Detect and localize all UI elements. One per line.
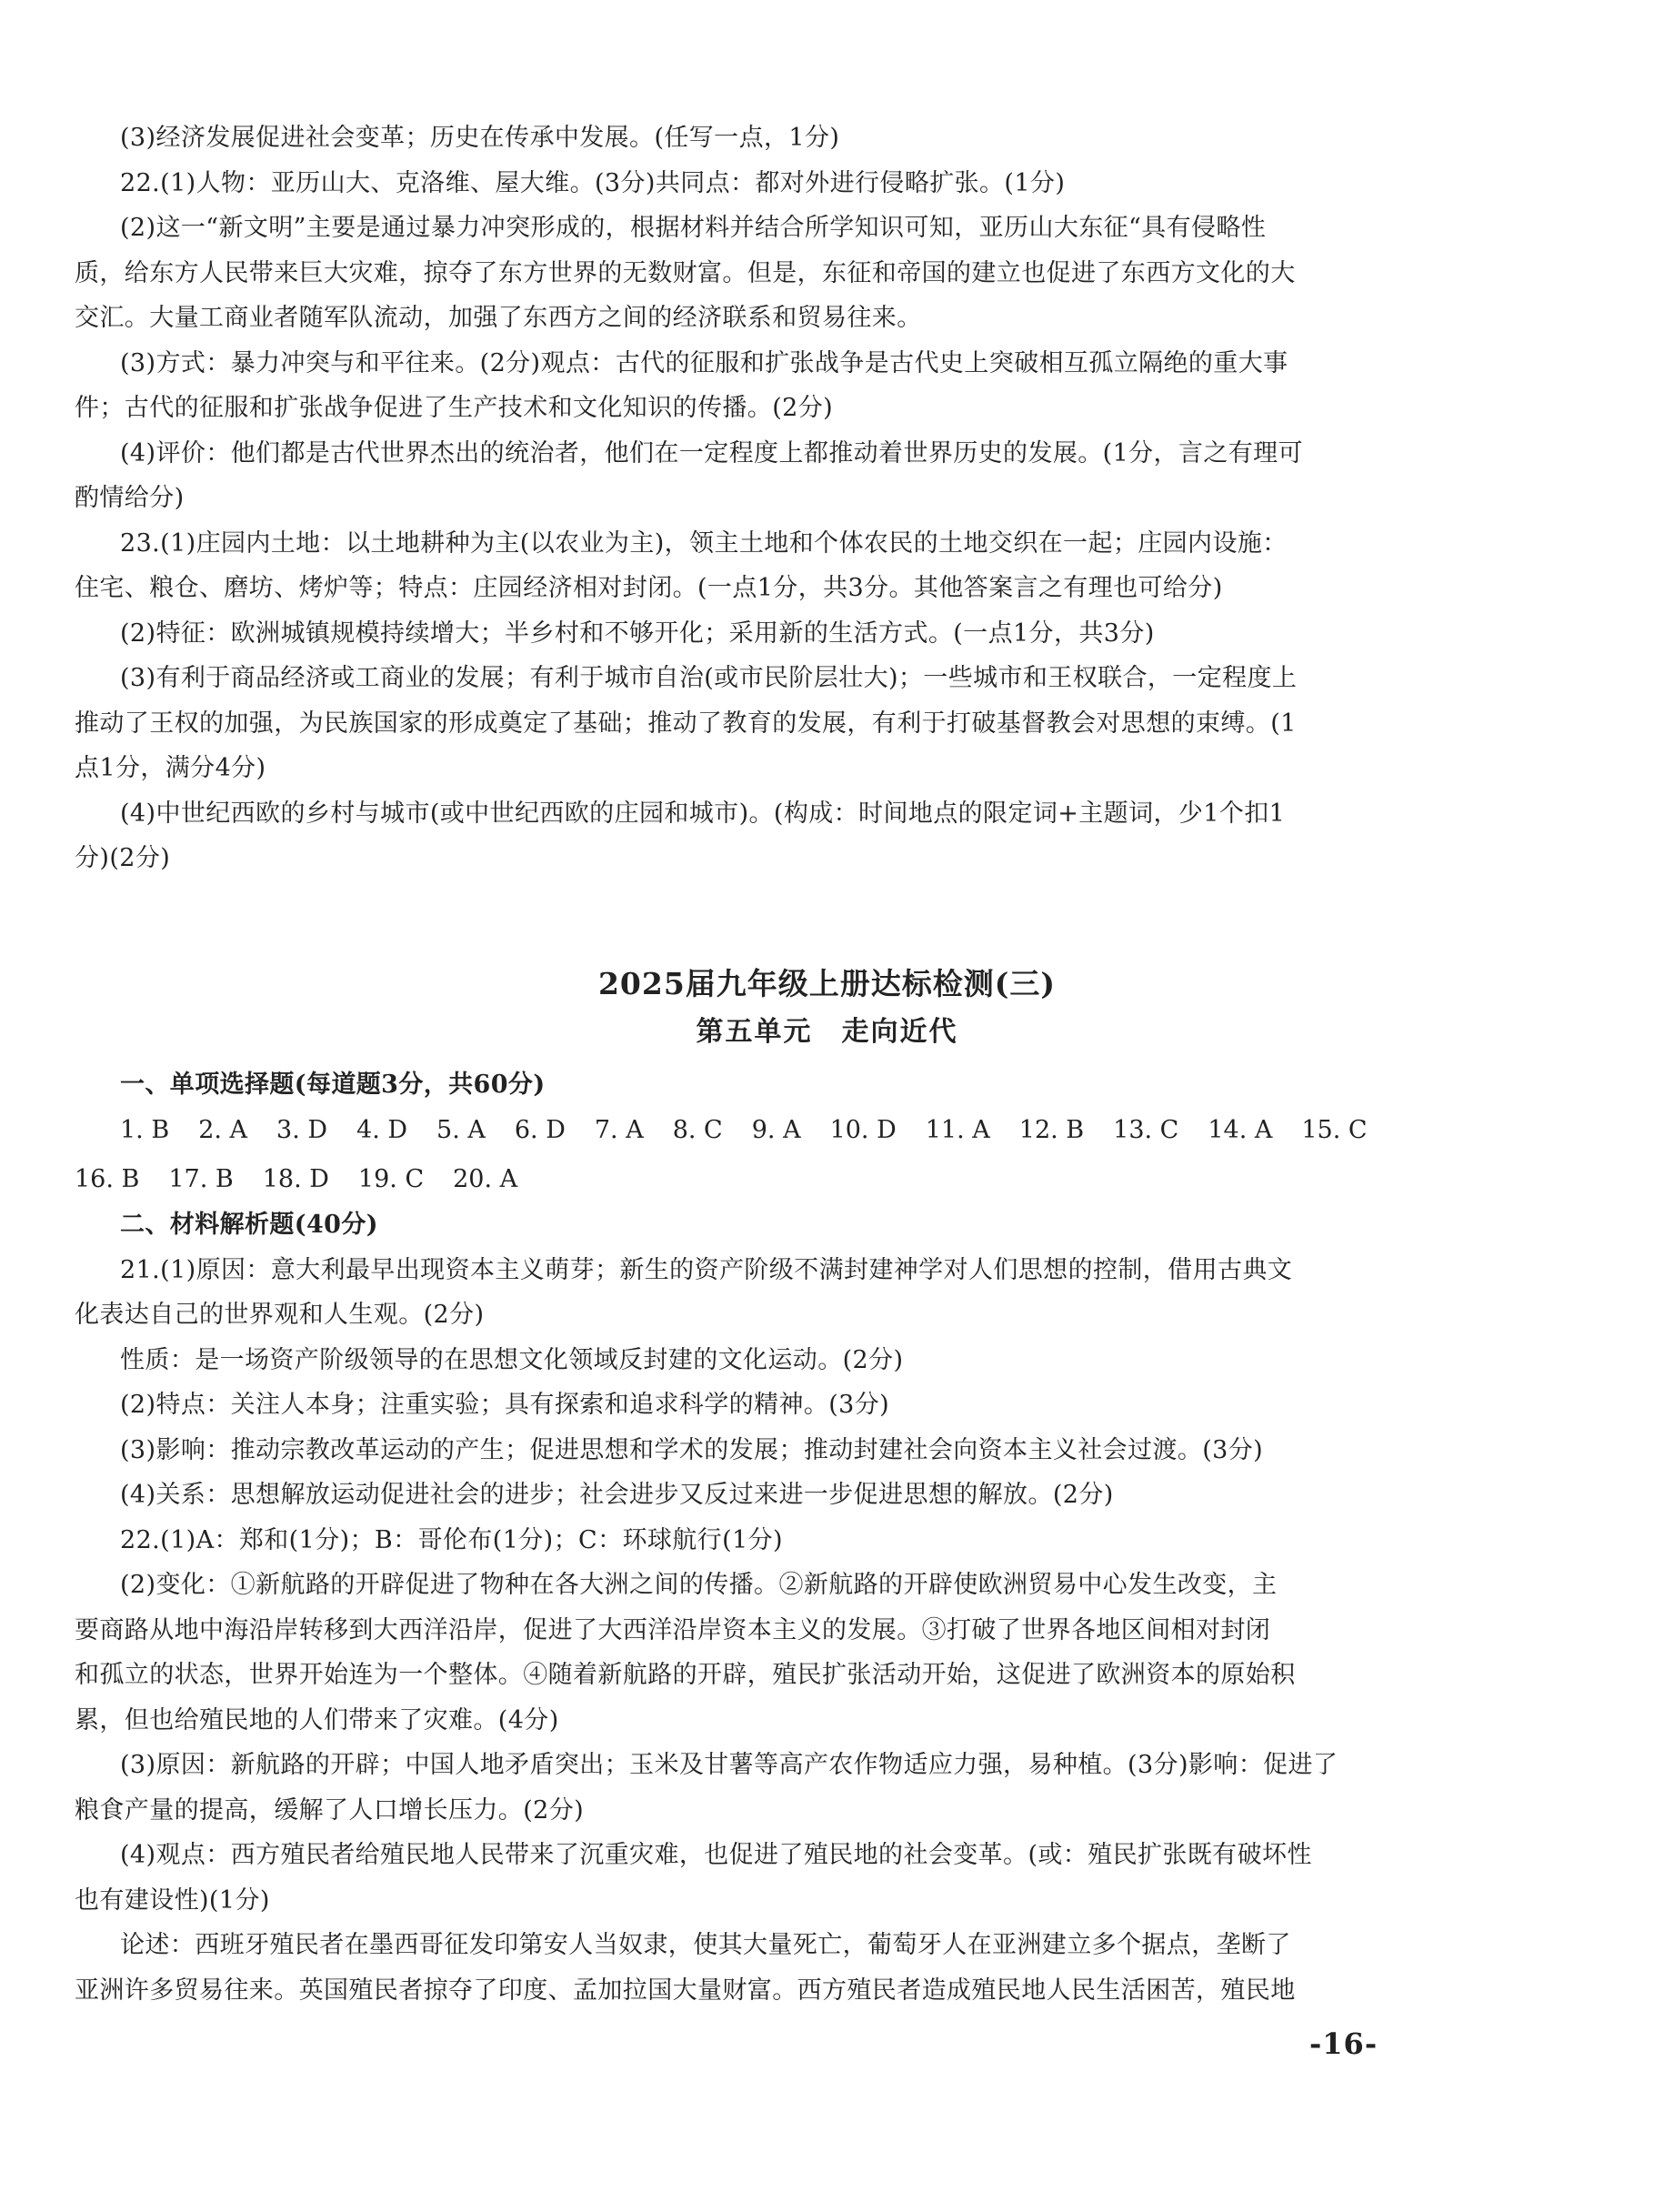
text-line: (3)原因：新航路的开辟；中国人地矛盾突出；玉米及甘薯等高产农作物适应力强，易种植。(3分)影响：促进了	[120, 1751, 1338, 1779]
text-line: 22.(1)A：郑和(1分)；B：哥伦布(1分)；C：环球航行(1分)	[120, 1526, 783, 1554]
text-line: (2)特征：欧洲城镇规模持续增大；半乡村和不够开化；采用新的生活方式。(一点1分，共3分)	[120, 619, 1155, 648]
answer-item: 7. A	[594, 1116, 644, 1144]
text-line: 论述：西班牙殖民者在墨西哥征发印第安人当奴隶，使其大量死亡，葡萄牙人在亚洲建立多个据点，垄断了	[120, 1931, 1291, 1959]
answer-item: 20. A	[453, 1165, 518, 1193]
text-line: 也有建设性)(1分)	[75, 1886, 270, 1915]
text-line: (2)特点：关注人本身；注重实验；具有探索和追求科学的精神。(3分)	[120, 1391, 890, 1419]
answer-item: 2. A	[198, 1116, 248, 1144]
answer-item: 13. C	[1113, 1116, 1179, 1144]
answer-item: 4. D	[356, 1116, 408, 1144]
text-line: 累，但也给殖民地的人们带来了灾难。(4分)	[75, 1706, 559, 1734]
answers-row-2	[75, 1164, 1348, 1195]
text-line: 和孤立的状态，世界开始连为一个整体。④随着新航路的开辟，殖民扩张活动开始，这促进了欧洲资本的原始积	[75, 1661, 1296, 1689]
text-line: (4)评价：他们都是古代世界杰出的统治者，他们在一定程度上都推动着世界历史的发展。(1分，言之有理可	[120, 439, 1303, 468]
answer-item: 10. D	[829, 1116, 897, 1144]
text-line: 性质：是一场资产阶级领导的在思想文化领域反封建的文化运动。(2分)	[120, 1346, 904, 1374]
text-line: (3)方式：暴力冲突与和平往来。(2分)观点：古代的征服和扩张战争是古代史上突破相互孤立隔绝的重大事	[120, 349, 1288, 377]
text-line: 质，给东方人民带来巨大灾难，掠夺了东方世界的无数财富。但是，东征和帝国的建立也促进了东西方文化的大	[75, 259, 1296, 287]
answer-item: 18. D	[262, 1165, 329, 1193]
answer-item: 12. B	[1018, 1116, 1085, 1144]
text-line: 粮食产量的提高，缓解了人口增长压力。(2分)	[75, 1796, 585, 1825]
text-line: (4)中世纪西欧的乡村与城市(或中世纪西欧的庄园和城市)。(构成：时间地点的限定词+主题词，少1个扣1	[120, 799, 1286, 828]
material-heading: 二、材料解析题(40分)	[120, 1211, 378, 1239]
answer-item: 3. D	[276, 1116, 328, 1144]
section-title: 2025届九年级上册达标检测(三)	[597, 966, 1057, 1001]
answer-item: 8. C	[672, 1116, 723, 1144]
text-line: (4)关系：思想解放运动促进社会的进步；社会进步又反过来进一步促进思想的解放。(2分)	[120, 1481, 1114, 1509]
section-subtitle: 第五单元 走向近代	[696, 1016, 958, 1048]
text-line: 交汇。大量工商业者随军队流动，加强了东西方之间的经济联系和贸易往来。	[75, 304, 922, 332]
text-line: (3)影响：推动宗教改革运动的产生；促进思想和学术的发展；推动封建社会向资本主义社会过渡。(3分)	[120, 1436, 1264, 1464]
text-line: 23.(1)庄园内土地：以土地耕种为主(以农业为主)，领主土地和个体农民的土地交织在一起；庄园内设施：	[120, 529, 1288, 558]
text-line: (3)有利于商品经济或工商业的发展；有利于城市自治(或市民阶层壮大)；一些城市和王权联合，一定程度上	[120, 664, 1298, 692]
answers-row-1	[120, 1115, 1393, 1146]
text-line: 件；古代的征服和扩张战争促进了生产技术和文化知识的传播。(2分)	[75, 394, 834, 422]
answer-item: 14. A	[1208, 1116, 1273, 1144]
answer-item: 16. B	[75, 1165, 140, 1193]
text-line: (3)经济发展促进社会变革；历史在传承中发展。(任写一点，1分)	[120, 124, 840, 152]
answer-item: 11. A	[925, 1116, 990, 1144]
answer-item: 6. D	[514, 1116, 566, 1144]
text-line: (2)变化：①新航路的开辟促进了物种在各大洲之间的传播。②新航路的开辟使欧洲贸易中心发生改变，主	[120, 1571, 1278, 1599]
text-line: (4)观点：西方殖民者给殖民地人民带来了沉重灾难，也促进了殖民地的社会变革。(或：殖民扩张既有破坏性	[120, 1841, 1312, 1869]
text-line: 亚洲许多贸易往来。英国殖民者掠夺了印度、孟加拉国大量财富。西方殖民者造成殖民地人民生活困苦，殖民地	[75, 1976, 1296, 2005]
text-line: 酌情给分)	[75, 484, 185, 512]
answer-item: 1. B	[120, 1116, 170, 1144]
answer-item: 15. C	[1301, 1116, 1368, 1144]
answer-item: 5. A	[436, 1116, 486, 1144]
text-line: 21.(1)原因：意大利最早出现资本主义萌芽；新生的资产阶级不满封建神学对人们思想的控制，借用古典文	[120, 1256, 1293, 1284]
choice-heading: 一、单项选择题(每道题3分，共60分)	[120, 1071, 546, 1099]
answer-item: 17. B	[168, 1165, 234, 1193]
text-line: 住宅、粮仓、磨坊、烤炉等；特点：庄园经济相对封闭。(一点1分，共3分。其他答案言之有理也可给分)	[75, 574, 1223, 602]
text-line: 推动了王权的加强，为民族国家的形成奠定了基础；推动了教育的发展，有利于打破基督教会对思想的束缚。(1	[75, 709, 1297, 738]
text-line: 要商路从地中海沿岸转移到大西洋沿岸，促进了大西洋沿岸资本主义的发展。③打破了世界各地区间相对封闭	[75, 1616, 1271, 1644]
text-line: 点1分，满分4分)	[75, 754, 266, 782]
page-number: -16-	[1309, 2026, 1378, 2061]
answer-item: 19. C	[357, 1165, 425, 1193]
text-line: (2)这一“新文明”主要是通过暴力冲突形成的，根据材料并结合所学知识可知，亚历山大东征“具有侵略性	[120, 214, 1267, 242]
text-line: 化表达自己的世界观和人生观。(2分)	[75, 1301, 485, 1329]
text-line: 22.(1)人物：亚历山大、克洛维、屋大维。(3分)共同点：都对外进行侵略扩张。(1分)	[120, 169, 1066, 197]
text-line: 分)(2分)	[75, 844, 171, 872]
answer-item: 9. A	[751, 1116, 801, 1144]
